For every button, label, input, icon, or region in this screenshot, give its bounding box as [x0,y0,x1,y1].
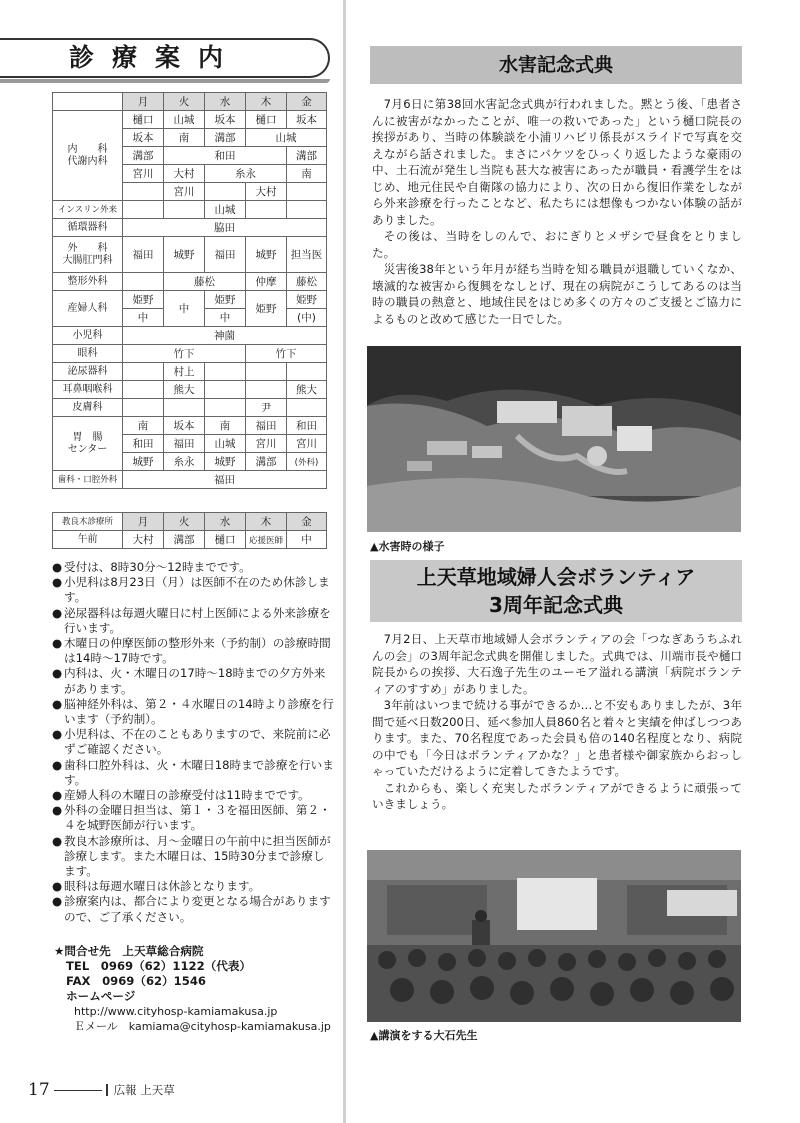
footer-bar [106,1084,108,1096]
note-item: ● 受付は、8時30分～12時までです。 [52,560,334,575]
day-header: 木 [246,93,287,111]
dept-label: 泌尿器科 [53,363,123,381]
paragraph: これからも、楽しく充実したボランティアができるように頑張っていきましょう。 [372,780,742,811]
table-cell: 竹下 [123,345,246,363]
table-cell: 城野 [246,237,287,273]
dept-label: 循環器科 [53,219,123,237]
note-item: ● 教良木診療所は、月～金曜日の午前中に担当医師が診療します。また木曜日は、15時30分まで診療します。 [52,834,334,880]
table-cell: 坂本 [164,417,205,435]
contact-block [54,944,338,1034]
table-cell: 城野 [123,453,164,471]
day-header: 水 [205,513,246,531]
table-cell: 糸永 [164,453,205,471]
paragraph: その後は、当時をしのんで、おにぎりとメザシで昼食をとりました。 [372,229,742,260]
notes-list [52,560,334,925]
table-cell: 和田 [287,417,327,435]
table-header-row [53,93,327,111]
table-cell: 和田 [123,435,164,453]
day-header: 金 [287,513,327,531]
dept-label: 小児科 [53,327,123,345]
table-cell: 神薗 [123,327,327,345]
article1-body [372,96,742,327]
note-item: ● 外科の金曜日担当は、第１・３を福田医師、第２・４を城野医師が行います。 [52,803,334,833]
table-cell: 脇田 [123,219,327,237]
schedule-table [52,92,327,489]
table-cell: (外科) [287,453,327,471]
publication-name: 広報 上天草 [113,1083,175,1097]
note-item: ● 木曜日の仲摩医師の整形外来（予約制）の診療時間は14時～17時です。 [52,636,334,666]
dept-label: 皮膚科 [53,399,123,417]
table-row [53,417,327,435]
table-cell: 宮川 [164,183,205,201]
table-cell: 南 [123,417,164,435]
day-header: 月 [123,93,164,111]
table-cell: 担当医 [287,237,327,273]
paragraph: 7月2日、上天草市地域婦人会ボランティアの会「つなぎあうちふれんの会」の3周年記念式典を開催しました。式典では、川端市長や樋口院長からの挨拶、大石逸子先生のユーモア溢れる講演「病院ボランティアのすすめ」がありました。 [372,632,742,696]
table-row [53,471,327,489]
footer-rule [54,1090,102,1091]
table-cell: 溝部 [123,147,164,165]
article2-heading-line1: 上天草地域婦人会ボランティア [416,565,696,589]
table-cell: 山城 [246,129,327,147]
email-link[interactable]: Ｅメール kamiama@cityhosp-kamiamakusa.jp [74,1020,331,1033]
note-item: ● 歯科口腔外科は、火・木曜日18時まで診療を行います。 [52,758,334,788]
table-cell: 溝部 [246,453,287,471]
table-cell: 城野 [164,237,205,273]
dept-label: 外 科 大腸肛門科 [53,237,123,273]
table-cell: 熊大 [287,381,327,399]
contact-tel: TEL 0969（62）1122（代表） [66,959,252,973]
table-cell: 中 [123,309,164,327]
table-cell: 福田 [123,237,164,273]
table-cell: 藤松 [164,273,246,291]
table-row [53,399,327,417]
table-cell: 竹下 [246,345,327,363]
article2-heading-line2: 3周年記念式典 [489,593,623,617]
day-header: 火 [164,513,205,531]
table-cell: 中 [287,531,327,549]
table-row [53,363,327,381]
table-cell: 大村 [123,531,164,549]
table-cell: 宮川 [123,165,164,183]
table-cell: 宮川 [246,435,287,453]
table-cell: 山城 [205,435,246,453]
table-header-row [53,513,327,531]
table-row [53,201,327,219]
table-cell: 藤松 [287,273,327,291]
table-cell: 城野 [205,453,246,471]
row-label: 午前 [53,531,123,549]
contact-hp-label: ホームページ [66,989,136,1003]
table-cell: 応援医師 [246,531,287,549]
contact-fax: FAX 0969（62）1546 [66,974,206,988]
table-row [53,291,327,309]
clinic-schedule-table [52,512,327,549]
article1-heading: 水害記念式典 [370,46,742,84]
dept-label: 産婦人科 [53,291,123,327]
table-cell: 樋口 [123,111,164,129]
table-cell: 姫野 [287,291,327,309]
table-row [53,327,327,345]
day-header: 月 [123,513,164,531]
photo-caption: ▲水害時の様子 [370,540,445,553]
dept-label: 耳鼻咽喉科 [53,381,123,399]
note-item: ● 脳神経外科は、第２・４水曜日の14時より診療を行います（予約制）。 [52,697,334,727]
table-cell: 村上 [164,363,205,381]
article2-body [372,631,742,813]
table-cell: 姫野 [123,291,164,309]
table-cell: 福田 [246,417,287,435]
table-cell: 宮川 [287,435,327,453]
lecture-photo-graphic [367,850,741,1022]
lecture-photo [367,850,741,1022]
note-item: ● 小児科は、不在のこともありますので、来院前に必ずご確認ください。 [52,727,334,757]
photo-caption: ▲講演をする大石先生 [370,1029,478,1042]
table-cell: 福田 [205,237,246,273]
table-cell: 坂本 [123,129,164,147]
table-cell: 坂本 [205,111,246,129]
table-cell: 和田 [164,147,287,165]
section-title-tab [0,38,330,78]
day-header: 火 [164,93,205,111]
table-cell: 坂本 [287,111,327,129]
paragraph: 災害後38年という年月が経ち当時を知る職員が退職していくなか、壊滅的な被害から復興をなしとげ、現在の病院がこうしてあるのは当時の職員の熱意と、地域住民をはじめ多くの方々のご支援とご協力によるものと改めて感じた一日でした。 [372,262,742,326]
table-cell: 山城 [205,201,246,219]
flood-photo-graphic [367,346,741,532]
table-row [53,381,327,399]
clinic-label: 教良木診療所 [53,513,123,531]
table-cell: 姫野 [205,291,246,309]
table-cell: 福田 [123,471,327,489]
dept-label: インスリン外来 [53,201,123,219]
table-cell: 溝部 [287,147,327,165]
paragraph: 7月6日に第38回水害記念式典が行われました。黙とう後、「患者さんに被害がなかったことが、唯一の救いであった」という樋口院長の挨拶があり、当時の体験談を小浦リハビリ係長がスライドで写真を交えながら話されました。まさにバケツをひっくり返したような豪雨の中、土石流が発生し当院も甚大な被害にあったが職員・看護学生をはじめ、地元住民や自衛隊の協力により、次の日から復旧作業をしながら外来診療を行ったことなど、私たちには想像もつかない体験の話がありました。 [372,97,742,227]
note-item: ● 産婦人科の木曜日の診療受付は11時までです。 [52,788,334,803]
table-cell: 南 [164,129,205,147]
day-header: 木 [246,513,287,531]
table-cell: 樋口 [246,111,287,129]
table-cell: 樋口 [205,531,246,549]
note-item: ● 眼科は毎週水曜日は休診となります。 [52,879,334,894]
table-row [53,345,327,363]
table-cell: 中 [205,309,246,327]
table-row [53,111,327,129]
table-row [53,273,327,291]
note-item: ● 内科は、火・木曜日の17時～18時までの夕方外来があります。 [52,666,334,696]
contact-heading: ★問合せ先 上天草総合病院 [54,944,204,958]
table-cell: 山城 [164,111,205,129]
table-cell: 大村 [164,165,205,183]
paragraph: 3年前はいつまで続ける事ができるか…と不安もありましたが、3年間で延べ日数200日、延べ参加人員860名と着々と実績を伸ばしつつあります。また、70名程度であった会員も倍の140名程度となり、病院の中でも「今日はボランティアかな？」と患者様や御家族からおっしゃっていただけるように定着してきたようです。 [372,698,742,778]
table-cell: 中 [164,291,205,327]
note-item: ● 泌尿器科は毎週火曜日に村上医師による外来診療を行います。 [52,606,334,636]
table-cell: 南 [205,417,246,435]
note-item: ● 小児科は8月23日（月）は医師不在のため休診します。 [52,575,334,605]
dept-label: 歯科・口腔外科 [53,471,123,489]
flood-photo [367,346,741,532]
page-title: 診療案内 [68,43,241,72]
dept-label: 眼科 [53,345,123,363]
table-cell: 南 [287,165,327,183]
day-header: 金 [287,93,327,111]
table-cell: 尹 [246,399,287,417]
table-row [53,237,327,273]
day-header: 水 [205,93,246,111]
table-cell: 仲摩 [246,273,287,291]
table-cell: 福田 [164,435,205,453]
table-cell: 熊大 [164,381,205,399]
table-cell: 姫野 [246,291,287,327]
table-cell: (中) [287,309,327,327]
table-row [53,219,327,237]
table-cell: 糸永 [205,165,287,183]
page-number: 17 [28,1080,50,1100]
table-cell: 溝部 [164,531,205,549]
dept-label: 内 科 代謝内科 [53,111,123,201]
homepage-link[interactable]: http://www.cityhosp-kamiamakusa.jp [74,1005,278,1018]
page-footer [28,1080,175,1100]
dept-label: 整形外科 [53,273,123,291]
table-cell: 溝部 [205,129,246,147]
dept-label: 胃 腸 センター [53,417,123,471]
table-cell: 大村 [246,183,287,201]
article2-heading [370,560,742,622]
note-item: ● 診療案内は、都合により変更となる場合がありますので、ご了承ください。 [52,894,334,924]
table-row [53,531,327,549]
